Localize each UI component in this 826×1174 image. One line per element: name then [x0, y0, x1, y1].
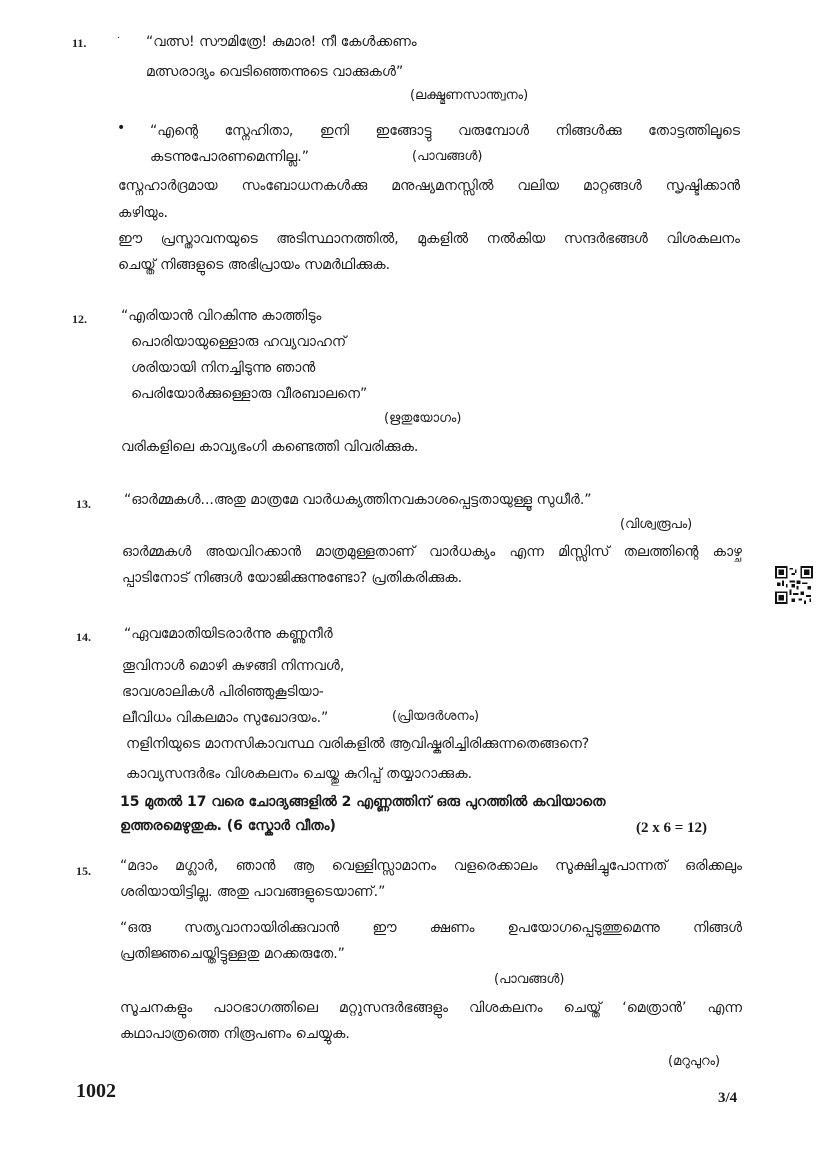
- question-text: ഈ പ്രസ്താവനയുടെ അടിസ്ഥാനത്തിൽ, മുകളിൽ നൽകിയ സന്ദർഭങ്ങൾ വിശകലനം: [118, 231, 740, 247]
- source-citation: (പാവങ്ങൾ): [494, 972, 565, 987]
- question-number: 13.: [76, 497, 91, 511]
- poem-line: തൂവിനാൾ മൊഴി കുഴങ്ങി നിന്നവൾ,: [122, 658, 345, 674]
- poem-line: “എരിയാൻ വിറകിന്നു കാത്തിടും: [121, 308, 322, 324]
- poem-line: പെരിയോർക്കുള്ളൊരു വീരബാലനെ”: [131, 386, 368, 402]
- quote-line: ശരിയായിട്ടില്ല. അതു പാവങ്ങളുടെയാണ്.”: [120, 884, 386, 900]
- source-citation: (ലക്ഷ്മണസാന്ത്വനം): [410, 88, 529, 103]
- quote-line: “ഓർമ്മകൾ...അതു മാത്രമേ വാർധക്യത്തിനവകാശപ്പെട്ടതായുള്ളൂ സുധീർ.”: [124, 492, 592, 508]
- quote-line: കടന്നുപോരണമെന്നില്ല.”: [150, 149, 309, 165]
- quote-line: “മദാം മഗ്ലാർ, ഞാൻ ആ വെള്ളിസ്സാമാനം വളരെക്കാലം സൂക്ഷിച്ചുപോന്നത് ഒരിക്കലും: [120, 858, 742, 874]
- question-text: സൂചനകളും പാഠഭാഗത്തിലെ മറ്റുസന്ദർഭങ്ങളും വിശകലനം ചെയ്ത് ‘മെത്രാൻ’ എന്ന: [120, 1000, 742, 1016]
- turn-over-note: (മറുപുറം): [668, 1054, 721, 1069]
- quote-line: “വത്സ! സൗമിത്രേ! കുമാര! നീ കേൾക്കണം: [146, 34, 417, 50]
- bullet: •: [117, 120, 126, 136]
- question-text: കാവ്യസന്ദർഭം വിശകലനം ചെയ്തു കുറിപ്പ് തയ്യാറാക്കുക.: [126, 766, 473, 782]
- poem-line: ഭാവശാലികൾ പിരിഞ്ഞുകൂടിയാ-: [122, 684, 324, 700]
- question-number: 11.: [72, 36, 87, 50]
- question-text: കഴിയും.: [118, 205, 168, 221]
- page-number: 3/4: [718, 1090, 738, 1106]
- poem-line: “ഏവമോതിയിടരാർന്നു കണ്ണുനീർ: [124, 626, 333, 642]
- question-text: വരികളിലെ കാവ്യഭംഗി കണ്ടെത്തി വിവരിക്കുക.: [121, 439, 419, 455]
- question-text: ചെയ്ത് നിങ്ങളുടെ അഭിപ്രായം സമർഥിക്കുക.: [118, 257, 391, 273]
- section-instruction: 15 മുതൽ 17 വരെ ചോദ്യങ്ങളിൽ 2 എണ്ണത്തിന് ഒരു പുറത്തിൽ കവിയാതെ: [120, 794, 606, 810]
- question-number: 14.: [76, 630, 91, 644]
- question-text: നളിനിയുടെ മാനസികാവസ്ഥ വരികളിൽ ആവിഷ്കരിച്ചിരിക്കുന്നതെങ്ങനെ?: [126, 736, 590, 752]
- quote-line: പ്രതിജ്ഞചെയ്തിട്ടുള്ളതു മറക്കരുതേ.”: [120, 946, 345, 962]
- qr-code-image: [775, 566, 813, 604]
- source-citation: (പാവങ്ങൾ): [412, 149, 483, 164]
- bullet: ·: [117, 33, 121, 44]
- section-instruction: ഉത്തരമെഴുതുക. (6 സ്കോർ വീതം): [120, 818, 336, 834]
- question-text: സ്നേഹാർദ്രമായ സംബോധനകൾക്കു മനുഷ്യമനസ്സിൽ വലിയ മാറ്റങ്ങൾ സൃഷ്ടിക്കാൻ: [118, 178, 740, 194]
- question-text: കഥാപാത്രത്തെ നിരൂപണം ചെയ്യുക.: [120, 1026, 350, 1042]
- question-text: ഓർമ്മകൾ അയവിറക്കാൻ മാത്രമുള്ളതാണ് വാർധക്യം എന്ന മിസ്സിസ് തലത്തിന്റെ കാഴ്ച: [122, 544, 742, 560]
- quote-line: മത്സരാദ്യം വെടിഞ്ഞെന്നുടെ വാക്കുകൾ”: [146, 64, 404, 80]
- poem-line: ശരിയായി നിനച്ചിടുന്നു ഞാൻ: [131, 360, 316, 376]
- section-marks: (2 x 6 = 12): [636, 820, 708, 836]
- quote-line: “എന്റെ സ്നേഹിതാ, ഇനി ഇങ്ങോട്ടു വരുമ്പോൾ നിങ്ങൾക്കു തോട്ടത്തിലൂടെ: [150, 123, 740, 139]
- poem-line: ലീവിധം വികലമാം സുഖോദയം.”: [122, 710, 329, 726]
- question-text: പ്പാടിനോട് നിങ്ങൾ യോജിക്കുന്നുണ്ടോ? പ്രതികരിക്കുക.: [122, 570, 463, 586]
- question-number: 15.: [76, 864, 91, 878]
- quote-line: “ഒരു സത്യവാനായിരിക്കുവാൻ ഈ ക്ഷണം ഉപയോഗപ്പെടുത്തുമെന്നു നിങ്ങൾ: [120, 920, 742, 936]
- question-number: 12.: [72, 312, 87, 326]
- poem-line: പൊരിയായുള്ളൊരു ഹവ്യവാഹന്: [131, 334, 347, 350]
- source-citation: (ഋതുയോഗം): [384, 411, 462, 426]
- source-citation: (പ്രിയദർശനം): [392, 709, 480, 724]
- source-citation: (വിശ്വരൂപം): [620, 517, 693, 532]
- paper-code: 1002: [76, 1080, 116, 1102]
